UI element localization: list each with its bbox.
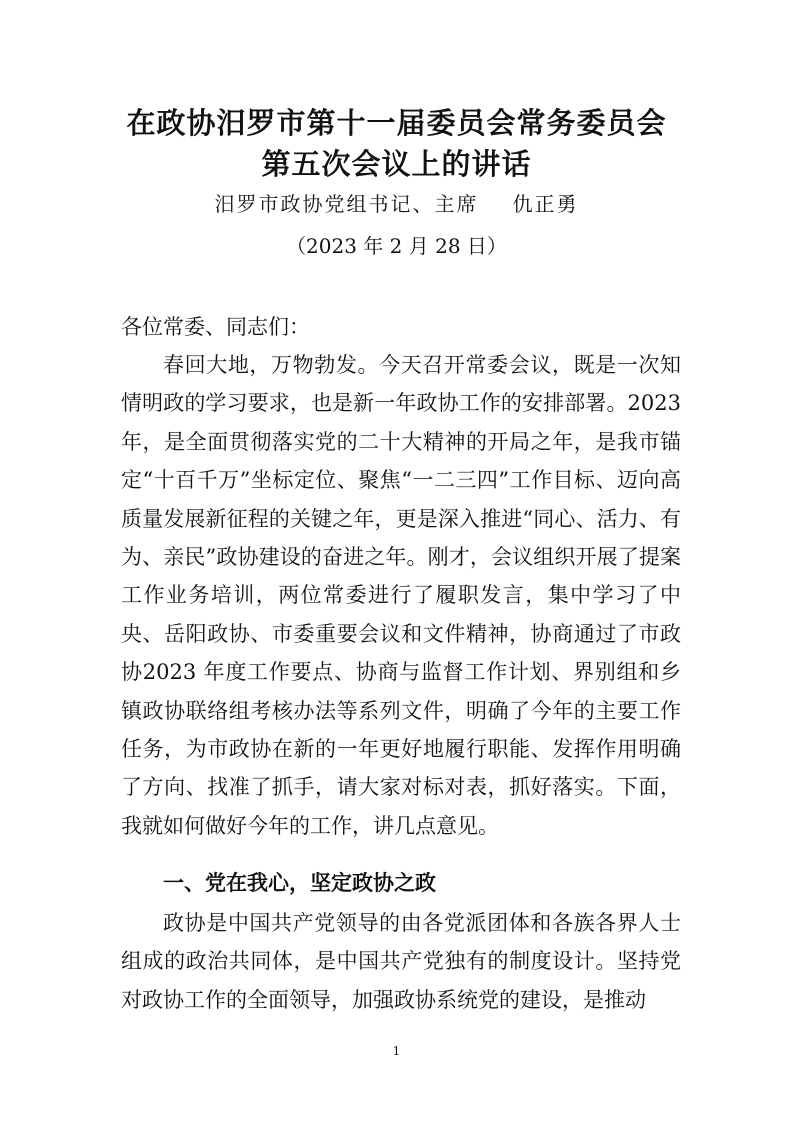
salutation: 各位常委、同志们： xyxy=(121,315,310,339)
paragraph-2: 政协是中国共产党领导的由各党派团体和各族各界人士组成的政治共同体，是中国共产党独有的制度设计。坚持党对政协工作的全面领导，加强政协系统党的建设，是推动 xyxy=(121,911,681,1012)
author-position: 汨罗市政协党组书记、主席 xyxy=(214,192,479,216)
speech-date: （2023 年 2 月 28 日） xyxy=(286,234,507,258)
page-number: 1 xyxy=(392,1044,401,1058)
document-title-line2: 第五次会议上的讲话 xyxy=(261,147,532,181)
document-title-line1: 在政协汨罗市第十一届委员会常务委员会 xyxy=(126,106,667,140)
author-line xyxy=(0,188,793,217)
paragraph-1: 春回大地，万物勃发。今天召开常委会议，既是一次知情明政的学习要求，也是新一年政协工作的安排部署。2023年，是全面贯彻落实党的二十大精神的开局之年，是我市锚定“十百千万”坐标定位、聚焦“一二三四”工作目标、迈向高质量发展新征程的关键之年，更是深入推进“同心、活力、有为、亲民”政协建设的奋进之年。刚才，会议组织开展了提案工作业务培训，两位常委进行了履职发言，集中学习了中央、岳阳政协、市委重要会议和文件精神，协商通过了市政协2023 年度工作要点、协商与监督工作计划、界别组和乡镇政协联络组考核办法等系列文件，明确了今年的主要工作任务，为市政协在新的一年更好地履行职能、发挥作用明确了方向、找准了抓手，请大家对标对表，抓好落实。下面，我就如何做好今年的工作，讲几点意见。 xyxy=(121,353,681,838)
section-heading-1: 一、党在我心，坚定政协之政 xyxy=(163,871,436,895)
author-name: 仇正勇 xyxy=(512,192,579,216)
